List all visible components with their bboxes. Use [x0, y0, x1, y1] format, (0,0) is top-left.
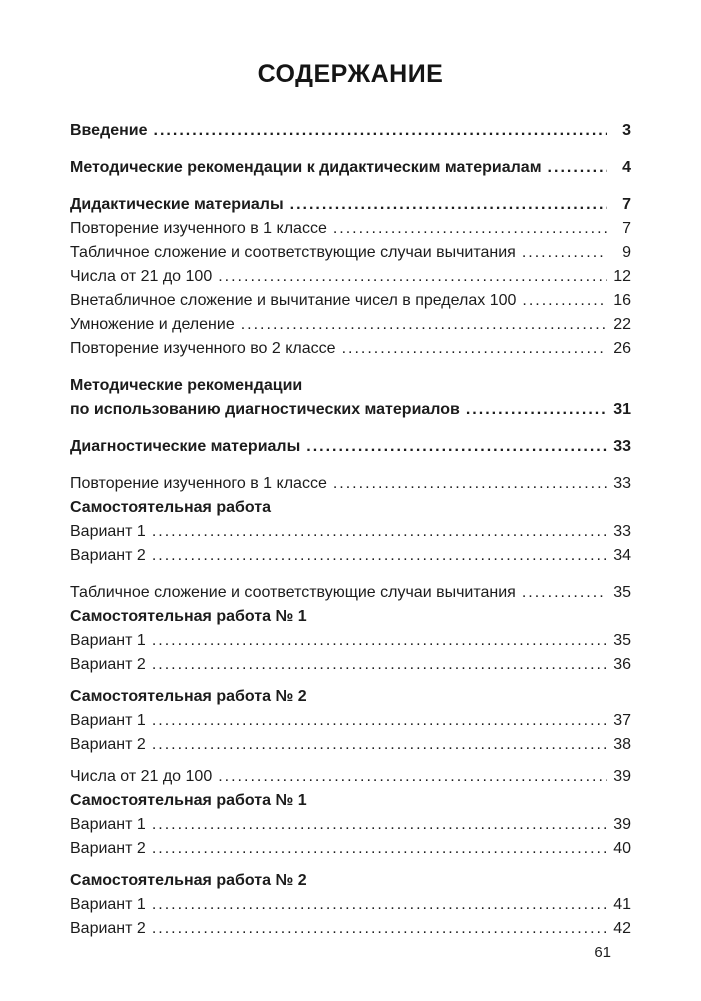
- toc-entry-label: Самостоятельная работа № 1: [70, 792, 307, 809]
- page-number: 61: [594, 944, 611, 961]
- toc-dot-leader: [218, 265, 607, 289]
- toc-entry-page: 26: [613, 340, 631, 357]
- toc-entry-label: Вариант 1: [70, 816, 146, 833]
- toc-entry-label: Самостоятельная работа № 1: [70, 608, 307, 625]
- toc-entry-page: 39: [613, 768, 631, 785]
- toc-entry-page: 39: [613, 816, 631, 833]
- toc-entry: [70, 398, 631, 422]
- toc-entry-label: Самостоятельная работа № 2: [70, 872, 307, 889]
- toc-entry: [70, 472, 631, 496]
- toc-entry: [70, 374, 631, 398]
- toc-entry-page: 3: [622, 122, 631, 139]
- toc-entry: [70, 241, 631, 265]
- toc-entry: [70, 119, 631, 143]
- toc-dot-leader: [152, 709, 607, 733]
- toc-entry: [70, 193, 631, 217]
- toc-entry-page: 42: [613, 920, 631, 937]
- toc-dot-leader: [333, 472, 607, 496]
- toc-dot-leader: [306, 435, 607, 459]
- toc-entry: [70, 837, 631, 861]
- toc-dot-leader: [290, 193, 607, 217]
- toc-dot-leader: [152, 653, 607, 677]
- toc-dot-leader: [342, 337, 607, 361]
- toc-dot-leader: [152, 837, 607, 861]
- toc-entry-label: Диагностические материалы: [70, 438, 301, 455]
- toc-entry-page: 38: [613, 736, 631, 753]
- page-title: СОДЕРЖАНИЕ: [257, 60, 444, 88]
- toc-dot-leader: [152, 544, 607, 568]
- toc-entry-label: Повторение изученного в 1 классе: [70, 220, 327, 237]
- toc-entry: [70, 313, 631, 337]
- toc-dot-leader: [152, 733, 607, 757]
- toc-entry-label: Вариант 1: [70, 896, 146, 913]
- toc-entry-page: 40: [613, 840, 631, 857]
- toc-entry: [70, 917, 631, 941]
- toc-entry-label: Умножение и деление: [70, 316, 235, 333]
- toc-entry: [70, 869, 631, 893]
- toc-entry-label: Числа от 21 до 100: [70, 268, 213, 285]
- toc-entry-label: Внетабличное сложение и вычитание чисел в пределах 100: [70, 292, 517, 309]
- toc-entry-label: Методические рекомендации к дидактическим материалам: [70, 159, 542, 176]
- toc-entry: [70, 813, 631, 837]
- toc-entry-page: 16: [613, 292, 631, 309]
- toc-entry: [70, 789, 631, 813]
- toc-entry-page: 35: [613, 584, 631, 601]
- toc-entry: [70, 289, 631, 313]
- toc-entry-label: Введение: [70, 122, 148, 139]
- toc-entry-page: 41: [613, 896, 631, 913]
- toc-entry: [70, 581, 631, 605]
- toc-dot-leader: [522, 241, 607, 265]
- toc-dot-leader: [522, 289, 607, 313]
- toc-entry: [70, 544, 631, 568]
- toc-entry-page: 9: [622, 244, 631, 261]
- toc-entry-label: Вариант 2: [70, 920, 146, 937]
- toc-entry: [70, 217, 631, 241]
- toc-dot-leader: [522, 581, 607, 605]
- toc-dot-leader: [466, 398, 607, 422]
- toc-dot-leader: [152, 917, 607, 941]
- toc-entry-page: 34: [613, 547, 631, 564]
- toc-entry-label: Самостоятельная работа: [70, 499, 271, 516]
- toc-entry: [70, 265, 631, 289]
- toc-entry-page: 37: [613, 712, 631, 729]
- toc-dot-leader: [218, 765, 607, 789]
- toc-entry-page: 7: [622, 220, 631, 237]
- toc-entry-label: Самостоятельная работа № 2: [70, 688, 307, 705]
- toc-dot-leader: [241, 313, 607, 337]
- toc-entry-label: Вариант 2: [70, 840, 146, 857]
- toc-entry-label: Вариант 1: [70, 523, 146, 540]
- toc-entry-page: 12: [613, 268, 631, 285]
- toc-entry-page: 33: [613, 438, 631, 455]
- toc-entry-page: 4: [622, 159, 631, 176]
- toc-entry-page: 31: [613, 401, 631, 418]
- toc-dot-leader: [154, 119, 607, 143]
- toc-entry-label: Вариант 2: [70, 656, 146, 673]
- toc-entry-label: Вариант 2: [70, 547, 146, 564]
- toc-dot-leader: [152, 520, 607, 544]
- toc-entry: [70, 337, 631, 361]
- toc-entry: [70, 629, 631, 653]
- toc-entry-page: 7: [622, 196, 631, 213]
- table-of-contents: [70, 119, 631, 941]
- toc-entry-page: 35: [613, 632, 631, 649]
- toc-entry-label: Табличное сложение и соответствующие случаи вычитания: [70, 244, 516, 261]
- toc-entry: [70, 733, 631, 757]
- toc-entry: [70, 496, 631, 520]
- toc-entry-label: Повторение изученного во 2 классе: [70, 340, 336, 357]
- toc-entry-label: Вариант 2: [70, 736, 146, 753]
- toc-entry: [70, 435, 631, 459]
- toc-entry-label: Табличное сложение и соответствующие случаи вычитания: [70, 584, 516, 601]
- toc-entry-label: Числа от 21 до 100: [70, 768, 213, 785]
- toc-entry-label: по использованию диагностических материалов: [70, 401, 460, 418]
- toc-entry: [70, 765, 631, 789]
- toc-entry: [70, 653, 631, 677]
- toc-entry: [70, 685, 631, 709]
- toc-entry: [70, 709, 631, 733]
- toc-dot-leader: [333, 217, 607, 241]
- toc-entry-label: Методические рекомендации: [70, 377, 303, 394]
- toc-entry-page: 22: [613, 316, 631, 333]
- toc-entry: [70, 893, 631, 917]
- toc-entry: [70, 605, 631, 629]
- toc-entry-label: Вариант 1: [70, 712, 146, 729]
- toc-dot-leader: [152, 813, 607, 837]
- toc-entry-page: 33: [613, 523, 631, 540]
- toc-entry: [70, 520, 631, 544]
- toc-entry-page: 36: [613, 656, 631, 673]
- toc-dot-leader: [548, 156, 607, 180]
- toc-dot-leader: [152, 893, 607, 917]
- toc-entry-label: Повторение изученного в 1 классе: [70, 475, 327, 492]
- toc-entry-label: Дидактические материалы: [70, 196, 284, 213]
- toc-entry-page: 33: [613, 475, 631, 492]
- toc-entry: [70, 156, 631, 180]
- toc-entry-label: Вариант 1: [70, 632, 146, 649]
- toc-dot-leader: [152, 629, 607, 653]
